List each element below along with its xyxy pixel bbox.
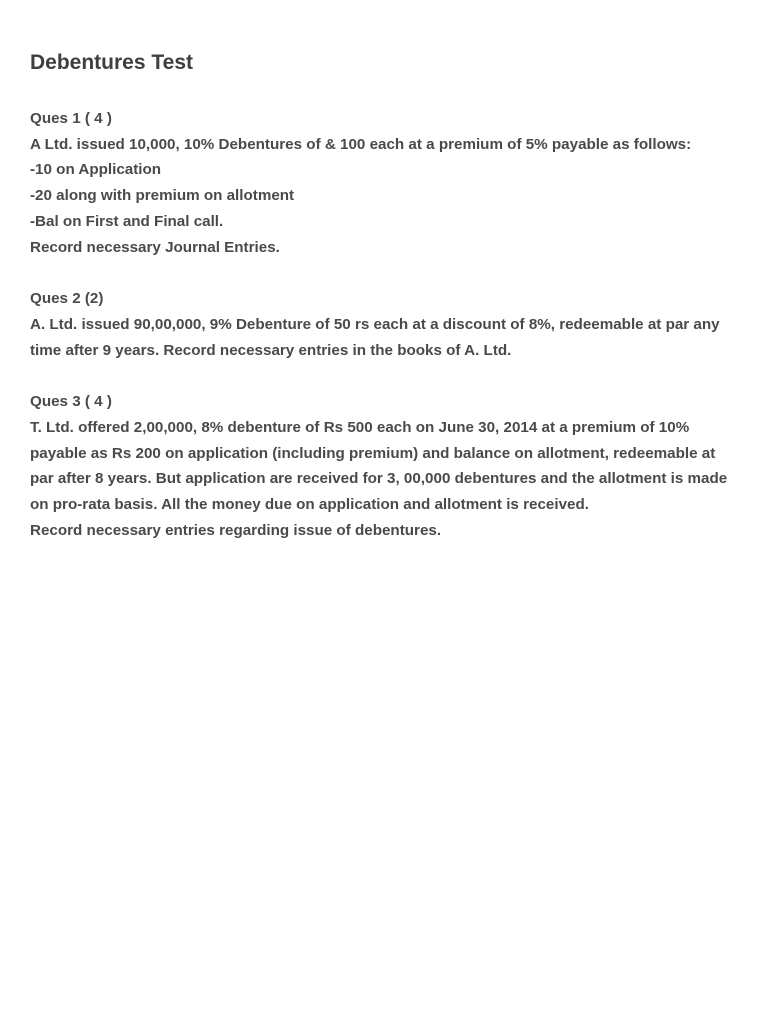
question-text: -20 along with premium on allotment bbox=[30, 187, 295, 205]
question-heading: Ques 1 ( 4 ) bbox=[30, 110, 112, 127]
question-text: A Ltd. issued 10,000, 10% Debentures of & 100 each at a premium of 5% payable as follows: bbox=[30, 135, 692, 153]
question-text: -10 on Application bbox=[30, 161, 162, 179]
question-3 bbox=[30, 389, 742, 543]
question-text: Record necessary Journal Entries. bbox=[30, 238, 280, 256]
question-heading: Ques 2 (2) bbox=[30, 290, 104, 308]
question-text: -Bal on First and Final call. bbox=[30, 212, 224, 230]
question-text: A. Ltd. issued 90,00,000, 9% Debenture of 50 rs each at a discount of 8%, redeemable at par any time after 9 years. Record necessary entries in the books of A. Ltd. bbox=[30, 315, 720, 359]
page-title: Debentures Test bbox=[30, 51, 193, 74]
question-text: Record necessary entries regarding issue of debentures. bbox=[30, 521, 442, 539]
document-body bbox=[30, 48, 742, 570]
question-2 bbox=[30, 286, 742, 363]
question-1 bbox=[30, 106, 742, 260]
question-text: T. Ltd. offered 2,00,000, 8% debenture of Rs 500 each on June 30, 2014 at a premium of 10% payable as Rs 200 on application (including premium) and balance on allotment, redeemable at par after 8 years. But application are received for 3, 00,000 debentures and the allotment is made on pro-rata basis. All the money due on application and allotment is received. bbox=[30, 419, 728, 514]
question-heading: Ques 3 ( 4 ) bbox=[30, 393, 112, 411]
